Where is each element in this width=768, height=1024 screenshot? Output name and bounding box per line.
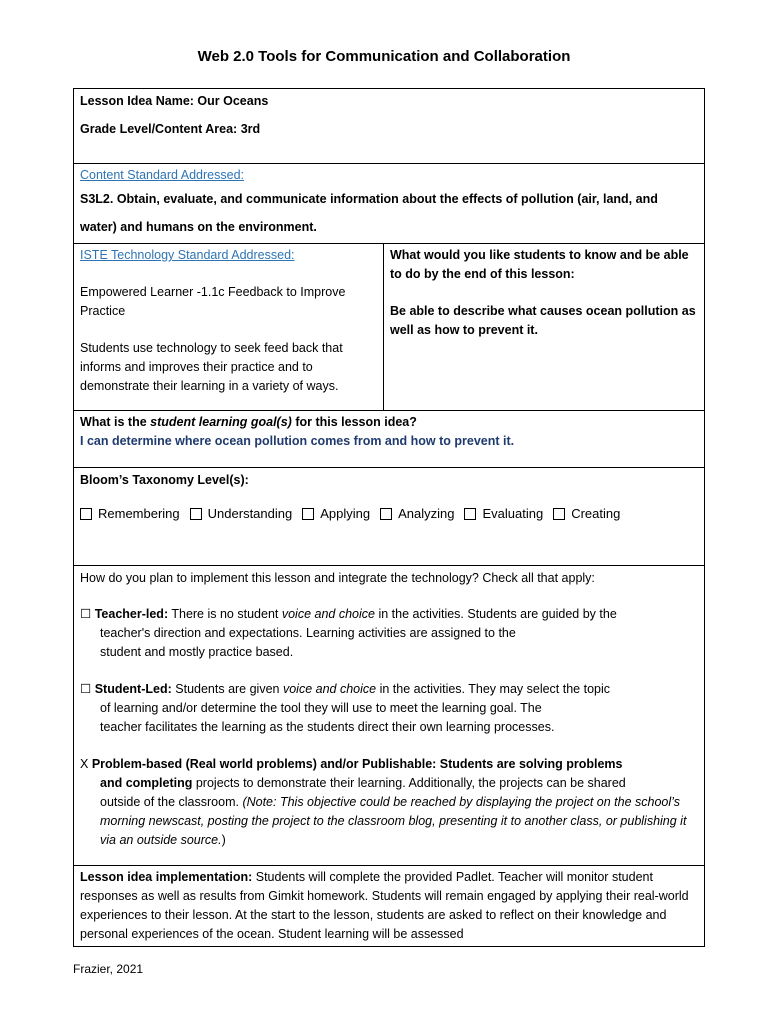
lesson-info-cell	[74, 89, 705, 164]
bloom-option-evaluating[interactable]: Evaluating	[464, 504, 543, 523]
problem-based-option: X Problem-based (Real world problems) and/or Publishable: Students are solving problems	[80, 757, 623, 771]
checkbox-icon[interactable]	[302, 508, 314, 520]
checkbox-icon[interactable]	[464, 508, 476, 520]
implement-plan-cell: How do you plan to implement this lesson and integrate the technology? Check all that apply: ☐ Teacher-led: There is no student voice and choice in the activities. Students are guided by the teacher's direction and expectations. Learning activities are assigned to the student and mostly practice based. ☐ Student-Led: Students are given voice and choice in the activities. They may select the topic of learning and/or determine the tool they will use to meet the learning goal. The teacher facilitates the learning as the students direct their own learning processes. X Problem-based (Real world problems) and/or Publishable: Students are solving problems and completing projects to demonstrate their learning. Additionally, the projects can be shared outside of the classroom. (Note: This objective could be reached by displaying the project on the school’s morning newscast, posting the project to the classroom blog, presenting it to another class, or publishing it via an outside source.)	[74, 566, 705, 866]
student-led-label: Student-Led:	[94, 682, 172, 696]
iste-standard-cell	[74, 244, 384, 411]
bloom-option-analyzing[interactable]: Analyzing	[380, 504, 454, 523]
know-do-question: What would you like students to know and be able to do by the end of this lesson:	[390, 248, 689, 281]
lesson-name-value: Our Oceans	[197, 94, 269, 108]
iste-standard-name: Empowered Learner -1.1c Feedback to Improve Practice	[80, 285, 346, 318]
content-standard-cell	[74, 164, 705, 244]
teacher-led-option: ☐ Teacher-led: There is no student voice and choice in the activities. Students are guided by the	[80, 607, 617, 621]
iste-standard-heading[interactable]: ISTE Technology Standard Addressed:	[80, 248, 295, 262]
teacher-led-label: Teacher-led:	[94, 607, 169, 621]
iste-standard-description: Students use technology to seek feed back that informs and improves their practice and to demonstrate their learning in a variety of ways.	[80, 341, 343, 393]
learning-goal-suffix: for this lesson idea?	[291, 415, 417, 429]
bloom-heading: Bloom’s Taxonomy Level(s):	[80, 473, 249, 487]
bloom-options	[80, 504, 698, 523]
implementation-label: Lesson idea implementation:	[80, 870, 253, 884]
bloom-option-understanding[interactable]: Understanding	[190, 504, 293, 523]
bloom-option-remembering[interactable]: Remembering	[80, 504, 180, 523]
student-led-checkbox[interactable]: ☐	[80, 682, 92, 696]
bloom-cell	[74, 468, 705, 566]
learning-goal-answer: I can determine where ocean pollution comes from and how to prevent it.	[80, 434, 515, 448]
page-title: Web 2.0 Tools for Communication and Collaboration	[197, 48, 571, 65]
know-do-cell	[384, 244, 705, 411]
learning-goal-cell	[74, 411, 705, 468]
learning-goal-prefix: What is the	[80, 415, 151, 429]
grade-level-label: Grade Level/Content Area:	[80, 122, 238, 136]
implementation-text: Students will complete the provided Padlet. Teacher will monitor student responses as well as results from Gimkit homework. Students will remain engaged by applying their real-world experiences to their lesson. At the start to the lesson, students are asked to reflect on their knowledge and personal experiences of the ocean. Student learning will be assessed	[80, 870, 689, 941]
checkbox-icon[interactable]	[190, 508, 202, 520]
learning-goal-emphasis: student learning goal(s)	[150, 415, 292, 429]
checkbox-icon[interactable]	[553, 508, 565, 520]
content-standard-heading[interactable]: Content Standard Addressed:	[80, 168, 245, 182]
implement-question: How do you plan to implement this lesson and integrate the technology? Check all that apply:	[80, 571, 595, 585]
grade-level-value: 3rd	[240, 122, 261, 136]
content-standard-text: S3L2. Obtain, evaluate, and communicate information about the effects of pollution (air, land, and water) and humans on the environment.	[80, 192, 658, 234]
teacher-led-checkbox[interactable]: ☐	[80, 607, 92, 621]
know-do-answer: Be able to describe what causes ocean pollution as well as how to prevent it.	[390, 304, 696, 337]
implementation-cell	[74, 866, 705, 947]
checkbox-icon[interactable]	[80, 508, 92, 520]
footer-author: Frazier, 2021	[73, 962, 144, 976]
bloom-option-creating[interactable]: Creating	[553, 504, 620, 523]
lesson-name-label: Lesson Idea Name:	[80, 94, 194, 108]
bloom-option-applying[interactable]: Applying	[302, 504, 370, 523]
problem-based-mark[interactable]: X	[80, 757, 92, 771]
problem-based-note: (Note: This objective could be reached by displaying the project on the school’s morning newscast, posting the project to the classroom blog, presenting it to another class, or publishing it via an outside source.	[100, 795, 687, 847]
lesson-plan-table	[73, 88, 705, 947]
student-led-option: ☐ Student-Led: Students are given voice and choice in the activities. They may select the topic	[80, 682, 610, 696]
checkbox-icon[interactable]	[380, 508, 392, 520]
